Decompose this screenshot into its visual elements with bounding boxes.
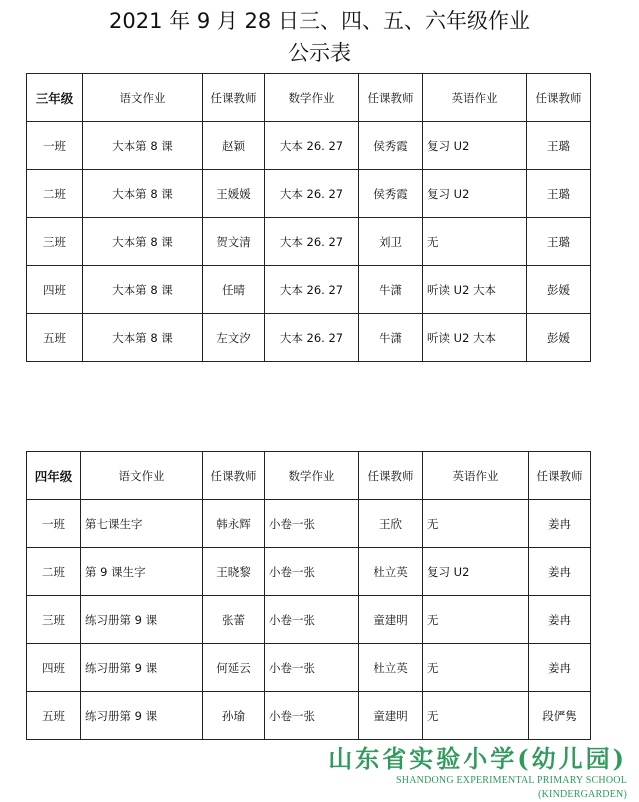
column-header: 任课教师 — [529, 452, 591, 500]
column-header: 任课教师 — [203, 74, 265, 122]
math-homework-cell: 小卷一张 — [265, 644, 359, 692]
chinese-homework-cell: 练习册第 9 课 — [81, 692, 203, 740]
english-homework-cell: 听读 U2 大本 — [423, 314, 527, 362]
english-homework-cell: 无 — [423, 596, 529, 644]
table-row — [27, 548, 591, 596]
teacher-cell: 王媛媛 — [203, 170, 265, 218]
teacher-cell: 杜立英 — [359, 548, 423, 596]
column-header: 数学作业 — [265, 452, 359, 500]
column-header: 英语作业 — [423, 74, 527, 122]
teacher-cell: 牛潇 — [359, 266, 423, 314]
math-homework-cell: 小卷一张 — [265, 548, 359, 596]
teacher-cell: 彭媛 — [527, 266, 591, 314]
page-title-line1: 2021 年 9 月 28 日三、四、五、六年级作业 — [109, 9, 530, 33]
chinese-homework-cell: 大本第 8 课 — [83, 266, 203, 314]
math-homework-cell: 大本 26. 27 — [265, 122, 359, 170]
math-homework-cell: 小卷一张 — [265, 596, 359, 644]
chinese-homework-cell: 练习册第 9 课 — [81, 644, 203, 692]
chinese-homework-cell: 大本第 8 课 — [83, 122, 203, 170]
teacher-cell: 姜冉 — [529, 500, 591, 548]
english-homework-cell: 听读 U2 大本 — [423, 266, 527, 314]
english-homework-cell: 无 — [423, 644, 529, 692]
column-header: 数学作业 — [265, 74, 359, 122]
table-header-row — [27, 74, 591, 122]
teacher-cell: 王璐 — [527, 170, 591, 218]
column-header: 任课教师 — [527, 74, 591, 122]
teacher-cell: 孙瑜 — [203, 692, 265, 740]
chinese-homework-cell: 第七课生字 — [81, 500, 203, 548]
english-homework-cell: 复习 U2 — [423, 548, 529, 596]
watermark-english-name: SHANDONG EXPERIMENTAL PRIMARY SCHOOL (KINDERGARDEN) — [396, 775, 627, 800]
chinese-homework-cell: 第 9 课生字 — [81, 548, 203, 596]
chinese-homework-cell: 练习册第 9 课 — [81, 596, 203, 644]
english-homework-cell: 无 — [423, 500, 529, 548]
column-header: 英语作业 — [423, 452, 529, 500]
math-homework-cell: 小卷一张 — [265, 500, 359, 548]
english-homework-cell: 无 — [423, 692, 529, 740]
grade4-homework-table — [26, 451, 591, 740]
table-row — [27, 644, 591, 692]
teacher-cell: 王晓黎 — [203, 548, 265, 596]
teacher-cell: 段俨隽 — [529, 692, 591, 740]
table-row — [27, 596, 591, 644]
grade-label: 四年级 — [27, 452, 81, 500]
teacher-cell: 刘卫 — [359, 218, 423, 266]
english-homework-cell: 复习 U2 — [423, 170, 527, 218]
watermark-chinese-name: 山东省实验小学(幼儿园) — [328, 744, 627, 773]
school-watermark — [327, 744, 627, 802]
teacher-cell: 何延云 — [203, 644, 265, 692]
teacher-cell: 王欣 — [359, 500, 423, 548]
column-header: 任课教师 — [359, 74, 423, 122]
teacher-cell: 任晴 — [203, 266, 265, 314]
chinese-homework-cell: 大本第 8 课 — [83, 218, 203, 266]
chinese-homework-cell: 大本第 8 课 — [83, 170, 203, 218]
class-name-cell: 一班 — [27, 122, 83, 170]
teacher-cell: 牛潇 — [359, 314, 423, 362]
class-name-cell: 三班 — [27, 218, 83, 266]
class-name-cell: 五班 — [27, 692, 81, 740]
teacher-cell: 童建明 — [359, 692, 423, 740]
class-name-cell: 二班 — [27, 548, 81, 596]
teacher-cell: 彭媛 — [527, 314, 591, 362]
teacher-cell: 杜立英 — [359, 644, 423, 692]
math-homework-cell: 小卷一张 — [265, 692, 359, 740]
class-name-cell: 一班 — [27, 500, 81, 548]
teacher-cell: 张蕾 — [203, 596, 265, 644]
table-header-row — [27, 452, 591, 500]
teacher-cell: 韩永辉 — [203, 500, 265, 548]
english-homework-cell: 复习 U2 — [423, 122, 527, 170]
teacher-cell: 左文汐 — [203, 314, 265, 362]
column-header: 语文作业 — [83, 74, 203, 122]
table-row — [27, 170, 591, 218]
teacher-cell: 侯秀霞 — [359, 122, 423, 170]
table-row — [27, 266, 591, 314]
teacher-cell: 王璐 — [527, 122, 591, 170]
page-title-line2: 公示表 — [288, 41, 351, 65]
math-homework-cell: 大本 26. 27 — [265, 170, 359, 218]
grade-label: 三年级 — [27, 74, 83, 122]
class-name-cell: 四班 — [27, 266, 83, 314]
table-row — [27, 218, 591, 266]
teacher-cell: 姜冉 — [529, 596, 591, 644]
chinese-homework-cell: 大本第 8 课 — [83, 314, 203, 362]
class-name-cell: 三班 — [27, 596, 81, 644]
table-row — [27, 122, 591, 170]
math-homework-cell: 大本 26. 27 — [265, 314, 359, 362]
grade3-homework-table — [26, 73, 591, 362]
teacher-cell: 姜冉 — [529, 644, 591, 692]
english-homework-cell: 无 — [423, 218, 527, 266]
table-row — [27, 692, 591, 740]
math-homework-cell: 大本 26. 27 — [265, 218, 359, 266]
math-homework-cell: 大本 26. 27 — [265, 266, 359, 314]
table-row — [27, 314, 591, 362]
teacher-cell: 童建明 — [359, 596, 423, 644]
teacher-cell: 赵颖 — [203, 122, 265, 170]
table-row — [27, 500, 591, 548]
teacher-cell: 姜冉 — [529, 548, 591, 596]
class-name-cell: 五班 — [27, 314, 83, 362]
teacher-cell: 王璐 — [527, 218, 591, 266]
column-header: 任课教师 — [203, 452, 265, 500]
column-header: 任课教师 — [359, 452, 423, 500]
column-header: 语文作业 — [81, 452, 203, 500]
class-name-cell: 四班 — [27, 644, 81, 692]
teacher-cell: 贺文清 — [203, 218, 265, 266]
class-name-cell: 二班 — [27, 170, 83, 218]
teacher-cell: 侯秀霞 — [359, 170, 423, 218]
